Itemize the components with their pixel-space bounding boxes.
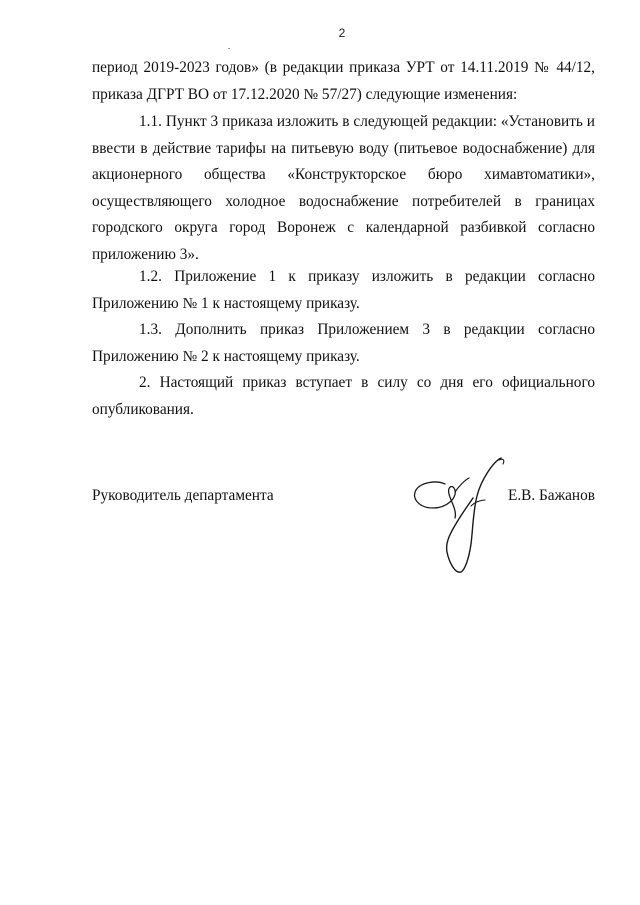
text-line: 1.1. Пункт 3 приказа изложить в следующей редакции: «Установить и [139,113,595,130]
intro-paragraph [92,55,595,108]
text-line: Приложению № 1 к настоящему приказу. [92,294,360,312]
text-line: опубликования. [92,400,194,418]
text-line: период 2019-2023 годов» (в редакции приказа УРТ от 14.11.2019 № 44/12, [92,59,595,76]
paragraph-1-3 [92,317,595,370]
text-line: Приложению № 2 к настоящему приказу. [92,347,360,365]
text-line: 2. Настоящий приказ вступает в силу со дня его официального [139,374,595,391]
text-line: городского округа город Воронеж с календарной разбивкой согласно [92,219,595,236]
text-line: приказа ДГРТ ВО от 17.12.2020 № 57/27) следующие изменения: [92,85,518,103]
text-line: 1.3. Дополнить приказ Приложением 3 в редакции согласно [139,321,595,338]
text-line: акционерного общества «Конструкторское бюро химавтоматики», [92,166,595,183]
signer-position: Руководитель департамента [92,487,274,504]
text-line: ввести в действие тарифы на питьевую воду (питьевое водоснабжение) для [92,139,595,157]
handwritten-signature [411,452,511,582]
paragraph-1-1 [92,109,595,268]
text-line: 1.2. Приложение 1 к приказу изложить в редакции согласно [139,268,595,285]
paragraph-2 [92,370,595,423]
scan-speck [228,48,230,49]
paragraph-1-2 [92,264,595,317]
text-line: приложению 3». [92,245,199,263]
text-line: осуществляющего холодное водоснабжение потребителей в границах [92,192,595,210]
signer-name: Е.В. Бажанов [507,487,595,504]
page-number: 2 [338,26,346,40]
